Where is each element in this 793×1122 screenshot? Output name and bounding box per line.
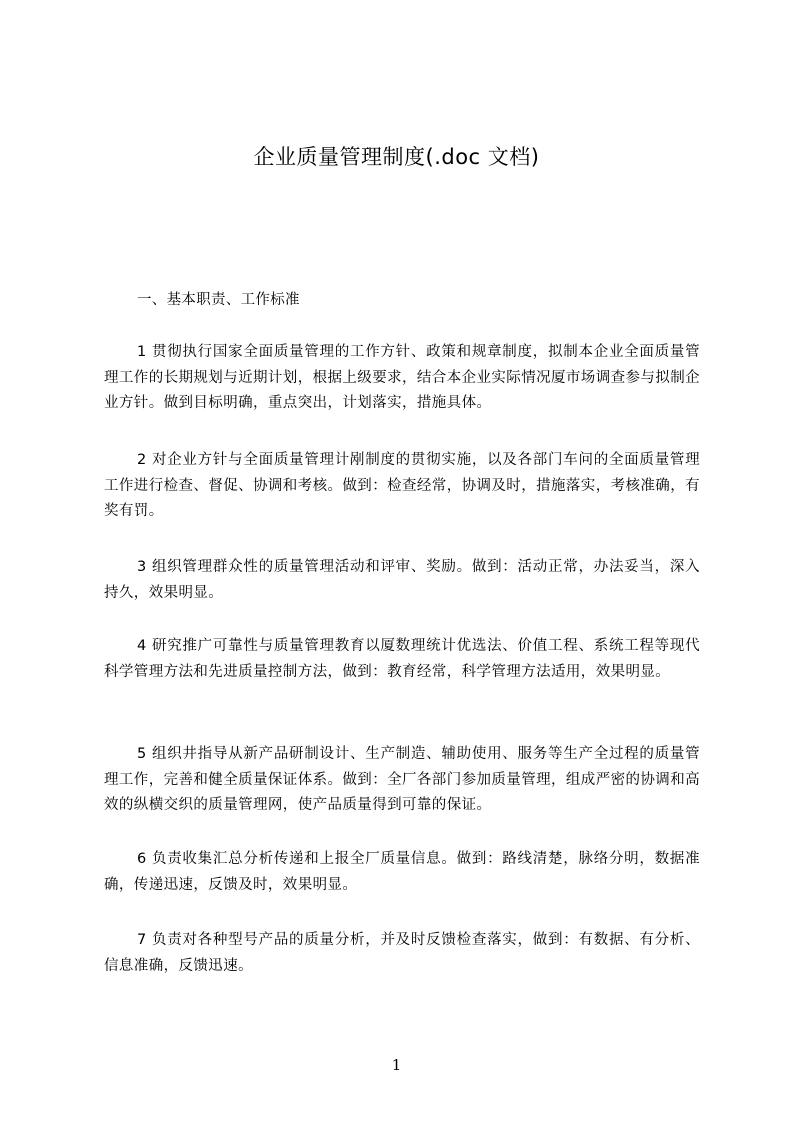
page-number: 1 xyxy=(391,1056,402,1074)
paragraph-2: 2 对企业方针与全面质量管理计剐制度的贯彻实施，以及各部门车问的全面质量管理工作进行检查、督促、协调和考核。做到：检查经常，协调及时，措施落实，考核准确，有奖有罚。 xyxy=(104,452,700,520)
paragraph-1: 1 贯彻执行国家全面质量管理的工作方针、政策和规章制度，拟制本企业全面质量管理工作的长期规划与近期计划，根据上级要求，结合本企业实际情况厦市场调查参与拟制企业方针。做到目标明确，重点突出，计划落实，措施具体。 xyxy=(104,344,700,412)
paragraph-3: 3 组织管理群众性的质量管理活动和评审、奖励。做到：活动正常，办法妥当，深入持久，效果明显。 xyxy=(104,559,700,601)
paragraph-6: 6 负责收集汇总分析传递和上报全厂质量信息。做到：路线清楚，脉络分明，数据准确，传递迅速，反馈及时，效果明显。 xyxy=(104,851,700,893)
section-heading: 一、基本职责、工作标准 xyxy=(137,292,300,308)
paragraph-4: 4 研究推广可靠性与质量管理教育以厦数理统计优选法、价值工程、系统工程等现代科学管理方法和先进质量控制方法，做到：教育经常，科学管理方法适用，效果明显。 xyxy=(104,638,700,680)
paragraph-5: 5 组织井指导从新产品研制设计、生产制造、辅助使用、服务等生产全过程的质量管理工作，完善和健全质量保证体系。做到：全厂各部门参加质量管理，组成严密的协调和高效的纵横交织的质量管理网，使产品质量得到可靠的保证。 xyxy=(104,746,700,814)
paragraph-7: 7 负责对各种型号产品的质量分析，并及时反馈检查落实，做到：有数据、有分析、信息准确，反馈迅速。 xyxy=(104,932,700,974)
document-title: 企业质量管理制度(.doc 文档) xyxy=(253,145,540,169)
